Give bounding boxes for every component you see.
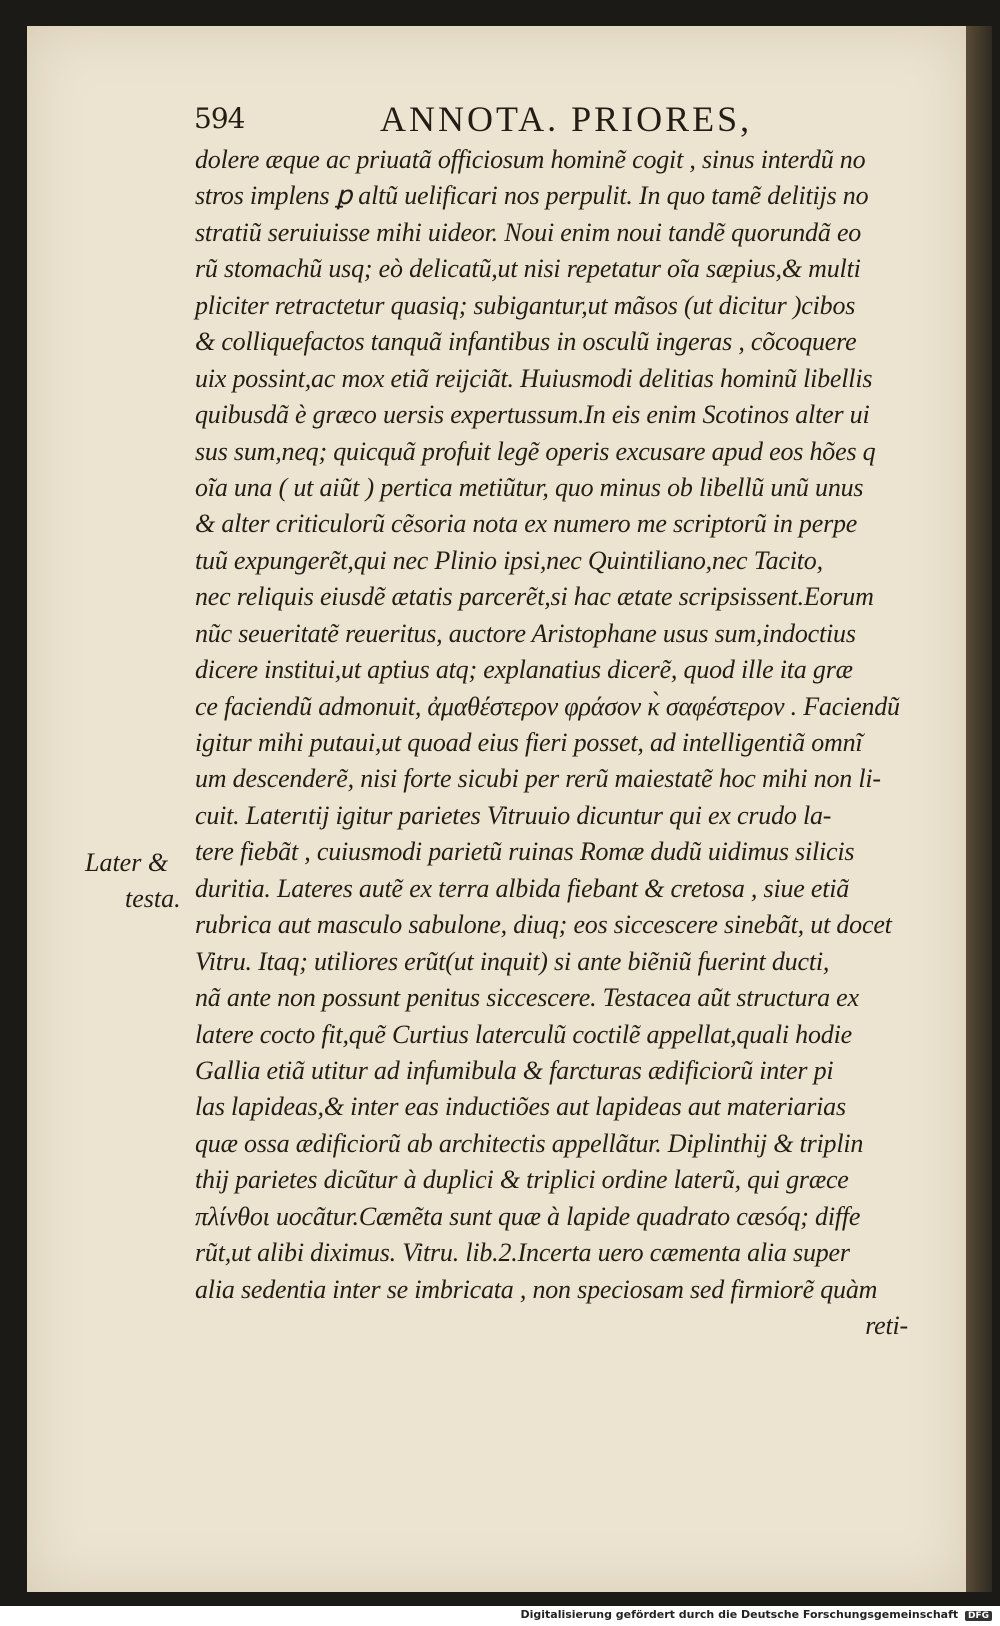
- text-line: Vitru. Itaq; utiliores erũt(ut inquit) si ante biẽniũ fuerint ducti,: [195, 946, 830, 976]
- text-line: ce faciendũ admonuit, ἀμαθέστερον φράσον κ̀ σαφέστερον . Faciendũ: [195, 691, 900, 721]
- text-line: rubrica aut masculo sabulone, diuq; eos siccescere sinebãt, ut docet: [195, 910, 892, 940]
- text-line: igitur mihi putaui,ut quoad eius fieri posset, ad intelligentiã omnĩ: [195, 728, 863, 757]
- page-number: 594: [194, 102, 245, 135]
- page-edge: [966, 26, 992, 1592]
- text-line: nec reliquis eiusdẽ ætatis parcerẽt,si hac ætate scripsissent.Eorum: [195, 582, 874, 612]
- text-line: rũt,ut alibi diximus. Vitru. lib.2.Incerta uero cæmenta alia super: [195, 1238, 850, 1268]
- text-line: Gallia etiã utitur ad infumibula & farcturas ædificiorũ inter pi: [195, 1055, 834, 1085]
- body-text: [195, 142, 920, 1344]
- text-line: thij parietes dicũtur à duplici & triplici ordine laterũ, qui græce: [195, 1165, 849, 1195]
- page-header: [194, 98, 894, 138]
- funding-credit-text: Digitalisierung gefördert durch die Deutsche Forschungsgemeinschaft: [520, 1608, 959, 1621]
- footer-bar: [0, 1606, 1000, 1626]
- margin-note-line: testa.: [125, 884, 181, 914]
- text-line: stratiũ seruiuisse mihi uideor. Noui enim noui tandẽ quorundã eo: [195, 217, 862, 247]
- margin-note-line: Later &: [85, 848, 169, 877]
- text-line: dolere æque ac priuatã officiosum hominẽ cogit , sinus interdũ no: [195, 145, 866, 174]
- text-line: nã ante non possunt penitus siccescere. Testacea aũt structura ex: [195, 983, 859, 1013]
- text-line: stros implens ꝑ altũ uelificari nos perpulit. In quo tamẽ delitijs no: [195, 181, 869, 211]
- text-line: tere fiebãt , cuiusmodi parietũ ruinas Romæ dudũ uidimus silicis: [195, 837, 855, 867]
- text-line: cuit. Laterıtij igitur parietes Vitruuio dicuntur qui ex crudo la-: [195, 800, 832, 830]
- margin-note: [85, 845, 195, 918]
- text-line: las lapideas,& inter eas inductiões aut lapideas aut materiarias: [195, 1092, 846, 1122]
- catchword: reti-: [865, 1311, 908, 1340]
- running-title: ANNOTA. PRIORES,: [380, 99, 753, 139]
- text-line: nũc seueritatẽ reueritus, auctore Aristophane usus sum,indoctius: [195, 618, 856, 648]
- text-line: quæ ossa ædificiorũ ab architectis appellãtur. Diplinthij & triplin: [195, 1128, 864, 1158]
- text-line: & colliquefactos tanquã infantibus in osculũ ingeras , cõcoquere: [195, 327, 857, 357]
- text-line: oĩa una ( ut aiũt ) pertica metiũtur, quo minus ob libellũ unũ unus: [195, 472, 864, 502]
- text-line: um descenderẽ, nisi forte sicubi per rerũ maiestatẽ hoc mihi non li-: [195, 764, 881, 794]
- text-line: tuũ expungerẽt,qui nec Plinio ipsi,nec Quintiliano,nec Tacito,: [195, 545, 823, 575]
- text-line: πλίνθοι uocãtur.Cæmẽta sunt quæ à lapide quadrato cæsóq; diffe: [195, 1201, 861, 1231]
- text-line: uix possint,ac mox etiã reijciãt. Huiusmodi delitias hominũ libellis: [195, 363, 873, 393]
- text-line: sus sum,neq; quicquã profuit legẽ operis excusare apud eos hões q: [195, 436, 876, 466]
- text-line: latere cocto fit,quẽ Curtius laterculũ coctilẽ appellat,quali hodie: [195, 1019, 852, 1049]
- dfg-logo: DFG: [965, 1611, 992, 1621]
- text-line: alia sedentia inter se imbricata , non speciosam sed firmiorẽ quàm: [195, 1274, 878, 1304]
- text-line: quibusdã è græco uersis expertussum.In eis enim Scotinos alter ui: [195, 400, 870, 430]
- funding-credit: [520, 1608, 992, 1621]
- text-line: duritia. Lateres autẽ ex terra albida fiebant & cretosa , siue etiã: [195, 873, 850, 903]
- text-line: rũ stomachũ usq; eò delicatũ,ut nisi repetatur oĩa sæpius,& multi: [195, 254, 861, 284]
- text-line: pliciter retractetur quasiq; subigantur,ut mãsos (ut dicitur )cibos: [195, 290, 856, 320]
- text-line: & alter criticulorũ cẽsoria nota ex numero me scriptorũ in perpe: [195, 509, 858, 539]
- text-line: dicere institui,ut aptius atq; explanatius dicerẽ, quod ille ita græ: [195, 655, 853, 685]
